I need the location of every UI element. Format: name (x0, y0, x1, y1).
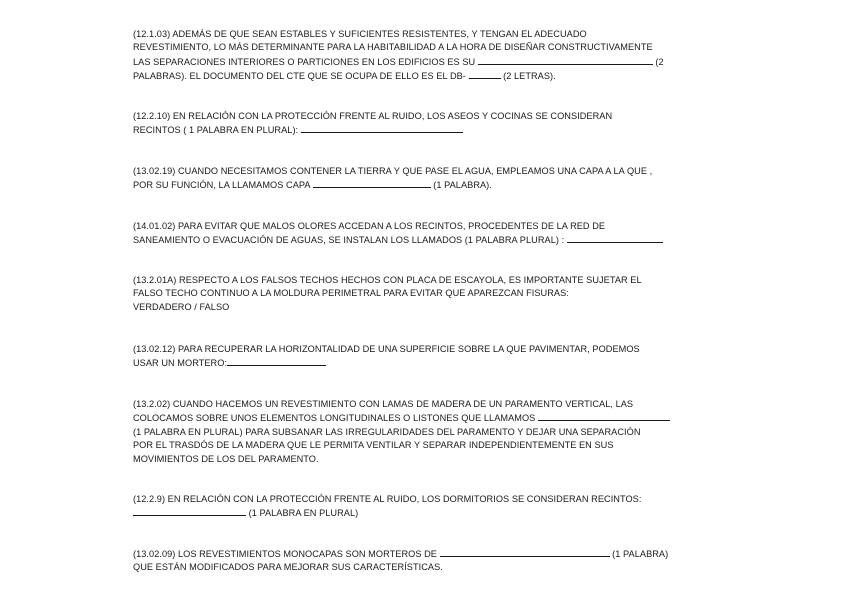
answer-blank[interactable] (567, 233, 663, 243)
question-12-2-9 (133, 493, 733, 521)
answer-blank[interactable] (440, 547, 610, 557)
true-false-options[interactable]: VERDADERO / FALSO (133, 301, 230, 312)
question-line: POR SU FUNCIÓN, LA LLAMAMOS CAPA (1 PALABRA). (133, 180, 492, 191)
question-line: (13.02.09) LOS REVESTIMIENTOS MONOCAPAS SON MORTEROS DE (1 PALABRA) (133, 549, 669, 559)
question-line: (13.02.12) PARA RECUPERAR LA HORIZONTALIDAD DE UNA SUPERFICIE SOBRE LA QUE PAVIMENTAR, PODEMOS (133, 344, 640, 354)
question-line: (13.02.19) CUANDO NECESITAMOS CONTENER LA TIERRA Y QUE PASE EL AGUA, EMPLEAMOS UNA CAPA A LA QUE , (133, 166, 653, 176)
question-line: SANEAMIENTO O EVACUACIÓN DE AGUAS, SE INSTALAN LOS LLAMADOS (1 PALABRA PLURAL) : (133, 233, 733, 247)
question-line: PALABRAS). EL DOCUMENTO DEL CTE QUE SE OCUPA DE ELLO ES EL DB- (2 LETRAS). (133, 71, 556, 82)
answer-blank[interactable] (301, 123, 463, 133)
question-line: RECINTOS ( 1 PALABRA EN PLURAL): (133, 123, 733, 137)
question-line: (1 PALABRA EN PLURAL) (133, 506, 733, 520)
question-line: USAR UN MORTERO: (133, 356, 733, 370)
question-line: POR EL TRASDÓS DE LA MADERA QUE LE PERMITA VENTILAR Y SEPARAR INDEPENDIENTEMENTE EN SUS (133, 440, 614, 451)
question-13-02-12 (133, 343, 733, 371)
question-line: (13.2.02) CUANDO HACEMOS UN REVESTIMIENTO CON LAMAS DE MADERA DE UN PARAMENTO VERTICAL, LAS (133, 399, 634, 409)
question-line: (12.2.9) EN RELACIÓN CON LA PROTECCIÓN FRENTE AL RUIDO, LOS DORMITORIOS SE CONSIDERAN RECINTOS: (133, 494, 642, 504)
question-line: QUE ESTÁN MODIFICADOS PARA MEJORAR SUS CARACTERÍSTICAS. (133, 562, 443, 573)
question-line: REVESTIMIENTO, LO MÁS DETERMINANTE PARA LA HABITABILIDAD A LA HORA DE DISEÑAR CONSTRUCTIVAMENTE (133, 42, 653, 53)
question-line: (1 PALABRA EN PLURAL) PARA SUBSANAR LAS IRREGULARIDADES DEL PARAMENTO Y DEJAR UNA SEPARACIÓN (133, 426, 641, 437)
question-line: COLOCAMOS SOBRE UNOS ELEMENTOS LONGITUDINALES O LISTONES QUE LLAMAMOS (133, 411, 733, 425)
question-line: (14.01.02) PARA EVITAR QUE MALOS OLORES ACCEDAN A LOS RECINTOS, PROCEDENTES DE LA RED DE (133, 221, 606, 231)
question-line: FALSO TECHO CONTINUO A LA MOLDURA PERIMETRAL PARA EVITAR QUE APAREZCAN FISURAS: (133, 288, 569, 299)
question-line: MOVIMIENTOS DE LOS DEL PARAMENTO. (133, 453, 319, 464)
question-13-2-01a (133, 274, 733, 314)
question-12-2-10 (133, 110, 733, 138)
question-13-02-19 (133, 165, 733, 193)
answer-blank[interactable] (313, 178, 431, 188)
question-line: (13.2.01A) RESPECTO A LOS FALSOS TECHOS HECHOS CON PLACA DE ESCAYOLA, ES IMPORTANTE SUJETAR EL (133, 275, 642, 285)
answer-blank[interactable] (478, 55, 653, 65)
question-12-1-03 (133, 28, 733, 84)
answer-blank[interactable] (538, 411, 670, 421)
question-14-01-02 (133, 220, 733, 248)
question-line: LAS SEPARACIONES INTERIORES O PARTICIONES EN LOS EDIFICIOS ES SU (2 (133, 56, 664, 67)
answer-blank[interactable] (227, 356, 326, 366)
question-line: (12.1.03) ADEMÁS DE QUE SEAN ESTABLES Y SUFICIENTES RESISTENTES, Y TENGAN EL ADECUADO (133, 29, 587, 39)
answer-blank[interactable] (469, 69, 501, 79)
question-13-2-02 (133, 398, 733, 466)
question-line: (12.2.10) EN RELACIÓN CON LA PROTECCIÓN FRENTE AL RUIDO, LOS ASEOS Y COCINAS SE CONSIDERAN (133, 111, 613, 121)
answer-blank[interactable] (133, 506, 246, 516)
question-13-02-09 (133, 547, 733, 575)
